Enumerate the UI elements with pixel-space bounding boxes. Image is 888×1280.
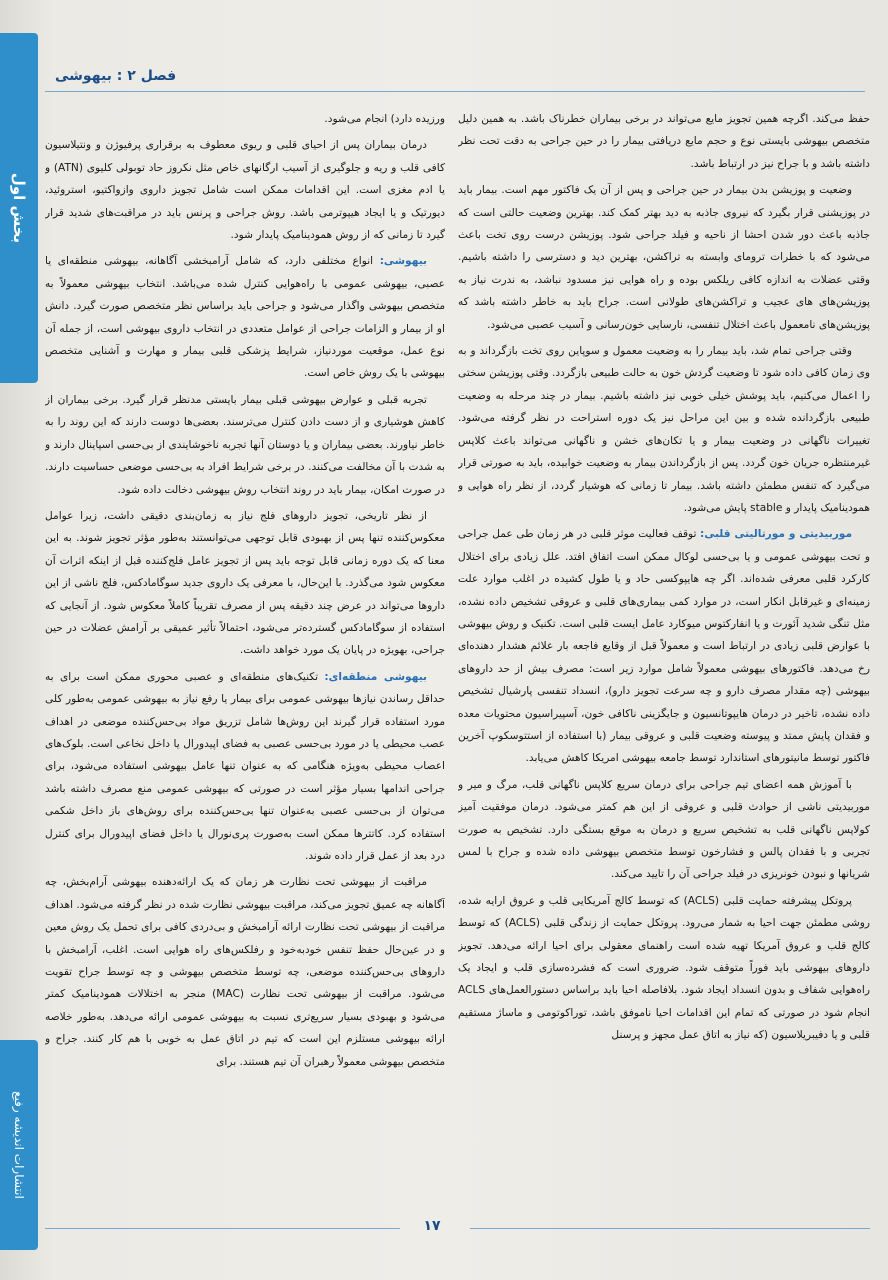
paragraph-text: پروتکل پیشرفته حمایت قلبی (ACLS) که توسط کالج آمریکایی قلب و عروق ارایه شده، روشی مطمئن جهت احیا به شمار می‌رود. پروتکل حمایت از زندگی قلبی (ACLS) که توسط کالج قلب و عروق آمریکا تهیه شده است راهنمای معقولی برای احیا ارائه می‌دهد. تجویز داروهای بیهوشی باید فوراً متوقف شود. ضروری است که فشرده‌سازی قلب و ایجاد یک راه‌هوایی شفاف و بدون انسداد ایجاد شود. بلافاصله احیا باید براساس دستورالعمل‌های ACLS انجام شود در صورتی که تمام این اقدامات احیا ناموفق باشد، توراکوتومی و ماساژ مستقیم قلبی و یا دفیبریلاسیون (که نیاز به اتاق عمل مجهز و پرسنل (458, 894, 870, 1042)
paragraph (458, 774, 870, 886)
header-rule (45, 91, 865, 92)
paragraph-text: با آموزش همه اعضای تیم جراحی برای درمان سریع کلاپس ناگهانی قلب، مرگ و میر و موربیدیتی ناشی از حوادث قلبی و عروقی از این هم کمتر می‌شود. درمان موفقیت آمیز کولاپس ناگهانی قلب به تشخیص سریع و درمان به موقع بستگی دارد. تشخیص به صورت تجربی و با فقدان پالس و فشارخون توسط متخصص بیهوشی داده شده و جراح با لمس شریانها و نبودن خونریزی در فیلد جراحی آن را تایید می‌کند. (458, 778, 870, 881)
chapter-title: فصل ۲ : بیهوشی (55, 68, 177, 84)
footer-rule-left (45, 1228, 400, 1229)
paragraph-keyword: بیهوشی منطقه‌ای: (324, 670, 427, 683)
paragraph (45, 505, 445, 662)
left-column (45, 108, 445, 1218)
paragraph (45, 666, 445, 868)
publisher-tab (0, 1040, 38, 1250)
paragraph-text: تجربه قبلی و عوارض بیهوشی قبلی بیمار بایستی مدنظر قرار گیرد. برخی بیماران از کاهش هوشیاری و از دست دادن کنترل می‌ترسند. بعضی‌ها دوست دارند که این روند را به خاطر نیاورند. بعضی بیماران و یا دوستان آنها تجربه ناخوشایندی از بی‌حسی اسپاینال دارند و به شدت با آن مخالفت می‌کنند. در برخی شرایط افراد به بی‌حسی موضعی حساسیت دارند. در صورت امکان، بیمار باید در روند انتخاب روش بیهوشی دخالت داده شود. (45, 393, 445, 496)
paragraph-text: وضعیت و پوزیشن بدن بیمار در حین جراحی و پس از آن یک فاکتور مهم است. بیمار باید در پوزیشنی قرار بگیرد که نیروی جاذبه به دید بهتر کمک کند. بهترین وضعیت حالتی است که جاذبه باعث دور شدن احشا از ناحیه و فیلد جراحی شود. پوزیشن درست روی تخت باعث می‌شود که با خطرات ترومای وابسته به تراکشن، بهترین دید و دسترسی را داشته باشیم. وقتی عضلات به اندازه کافی ریلکس بوده و راه هوایی نیز مسدود نباشد، به ندرت نیاز به پوزیشن‌های های عجیب و تراکشن‌های طولانی است. جراح باید به خاطر داشته باشد که پوزیشن‌های نامعمول باعث اختلال تنفسی، نارسایی خون‌رسانی و آسیب عصبی می‌شود. (458, 184, 870, 331)
paragraph-text: انواع مختلفی دارد، که شامل آرامبخشی آگاهانه، بیهوشی منطقه‌ای یا عصبی، بیهوشی عمومی با راه‌هوایی کنترل شده می‌باشد. انتخاب بیهوشی معمولاً به متخصص بیهوشی واگذار می‌شود و جراحی باید براساس نظر متخصص صورت گیرد. دانش او از بیمار و الزامات جراحی از عوامل متعددی در انتخاب داروی بیهوشی است، از جمله آن نوع عمل، موقعیت موردنیاز، شرایط پزشکی قلبی بیمار و مهارت و آشنایی متخصص بیهوشی با یک روش خاص است. (45, 255, 445, 380)
paragraph-keyword: موربیدیتی و مورتالیتی قلبی: (700, 528, 853, 541)
paragraph-text: از نظر تاریخی، تجویز داروهای فلج نیاز به زمان‌بندی دقیقی داشت، زیرا عوامل معکوس‌کننده تنها پس از بهبودی قابل توجهی می‌توانستند به‌طور مؤثر تجویز شوند. به این معنا که یک دوره زمانی قابل توجه باید پس از تجویز عامل فلج‌کننده قبل از اینکه اثرات آن معکوس شود می‌گذرد. با این‌حال، با معرفی یک داروی جدید سوگامادکس، فلج ناشی از این داروها می‌تواند در عرض چند دقیقه پس از مصرف تقریباً کاملاً معکوس شود. از آنجایی که استفاده از سوگامادکس گسترده‌تر می‌شود، احتمالاً تأثیر عمیقی بر آرامش عضلات در حین جراحی، بهویژه در پایان یک مورد خواهد داشت. (45, 509, 445, 657)
paragraph-text: ورزیده دارد) انجام می‌شود. (324, 113, 445, 125)
page-number: ۱۷ (423, 1218, 441, 1234)
right-column (458, 108, 870, 1218)
paragraph-text: توقف فعالیت موثر قلبی در هر زمان طی عمل جراحی و تحت بیهوشی عمومی و یا بی‌حسی لوکال ممکن است اتفاق افتد. علل زیادی برای اختلال کارکرد قلبی معرفی شده‌اند. اگر چه هایپوکسی حاد و یا طول کشیده در اغلب موارد علت زمینه‌ای و غیرقابل انکار است، در موارد کمی بیماری‌های قلبی و عروقی تشخیص داده نشده، مثل تنگی شدید آئورت و یا انفارکتوس میوکارد عامل ایست قلبی است. تکنیک و روش بیهوشی با عوارض قلبی زیادی در ارتباط است و معمولاً قبل از وقایع فاجعه بار علائم هشدار دهنده‌ای رخ می‌دهد. فاکتورهای بیهوشی معمولاً شامل موارد زیر است: مصرف بیش از حد داروهای بیهوشی (چه مقدار مصرف دارو و چه سرعت تجویز دارو)، انسداد تنفسی پارشیال تشخیص داده نشده، تاخیر در درمان هایپوتانسیون و جایگزینی ناکافی خون، آسپیراسیون محتویات معده و فقدان پایش ممتد و پیوسته وضعیت قلبی و عروقی بیمار (با استفاده از استتوسکوپ آخرین فاکتور توسط مانیتورهای استاندارد توسط جامعه بیهوشی امریکا کاهش می‌یابد. (458, 528, 870, 765)
paragraph-text: مراقبت از بیهوشی تحت نظارت هر زمان که یک ارائه‌دهنده بیهوشی آرام‌بخش، چه آگاهانه چه عمیق تجویز می‌کند، مراقبت بیهوشی نظارت شده در نظر گرفته می‌شود. اهداف مراقبت از بیهوشی تحت نظارت ارائه آرامبخش و بی‌دردی کافی برای تحمل یک روش معین و در عین‌حال حفظ تنفس خودبه‌خود و رفلکس‌های راه هوایی است. اغلب، آرامبخش با داروهای بی‌حس‌کننده موضعی، چه توسط متخصص بیهوشی و چه توسط جراح تقویت می‌شود. مراقبت از بیهوشی تحت نظارت (MAC) منجر به اختلالات همودینامیک کمتر می‌شود و بهبودی بسیار سریع‌تری نسبت به بیهوشی عمومی ارائه می‌دهد. به‌طور خلاصه ارائه بیهوشی مستلزم این است که تیم در اتاق عمل به خوبی با هم کار کنند. جراح و متخصص بیهوشی معمولاً رهبران آن تیم هستند. برای (45, 876, 445, 1068)
paragraph (45, 389, 445, 501)
publisher-label: انتشارات اندیشه رفیع (12, 1091, 26, 1199)
paragraph (458, 179, 870, 336)
paragraph (45, 134, 445, 246)
paragraph (458, 108, 870, 175)
paragraph-text: وقتی جراحی تمام شد، باید بیمار را به وضعیت معمول و سوپاین روی تخت بازگرداند و به وی زمان کافی داده شود تا وضعیت گردش خون به حالت طبیعی بازگردد. وقتی پوزیشن سختی را اعمال می‌کنیم، باید پوشش خیلی خوبی نیز داشته باشیم. بیمار در چند مرحله به وضعیت طبیعی بازگردانده شده و بین این مراحل نیز یک دوره استراحت در نظر گرفته می‌شود. تغییرات ناگهانی در وضعیت بیمار و یا تکان‌های خشن و ناگهانی می‌تواند باعث کلاپس غیرمنتظره جریان خون گردد. پس از بازگرداندن بیمار به وضعیت خوابیده، باید به صورتی قرار می‌گیرد که تنفس مطمئن داشته باشد. بیمار تا زمانی که هوشیار گردد، از نظر راه هوایی و همودینامیک پایدار و stable پایش می‌شود. (458, 345, 870, 514)
footer-rule-right (470, 1228, 870, 1229)
paragraph-text: حفظ می‌کند. اگرچه همین تجویز مایع می‌تواند در برخی بیماران خطرناک باشد. به همین دلیل متخصص بیهوشی بایستی نوع و حجم مایع دریافتی بیمار را در حین جراحی به دقت تحت نظر داشته باشد و با جراح نیز در ارتباط باشد. (458, 113, 870, 170)
paragraph (45, 250, 445, 384)
paragraph (45, 871, 445, 1073)
paragraph-keyword: بیهوشی: (379, 255, 427, 268)
paragraph-text: درمان بیماران پس از احیای قلبی و ریوی معطوف به برقراری پرفیوژن و ونتیلاسیون کافی قلب و ریه و جلوگیری از آسیب ارگانهای خاص مثل نکروز حاد توبولی کلیوی (ATN) و یا ادم مغزی است. این اقدامات ممکن است شامل تجویز داروی وازواکتیو، استروئید، دیورتیک و یا ایجاد هیپوترمی باشد. روش جراحی و پرنس باید در مراقبت‌های شدید قرار گیرد تا زمانی که از روش همودینامیک پایدار شود. (45, 139, 445, 242)
paragraph (458, 340, 870, 519)
paragraph-text: تکنیک‌های منطقه‌ای و عصبی محوری ممکن است برای به حداقل رساندن نیازها بیهوشی عمومی برای بیمار یا رفع نیاز به بیهوشی عمومی به‌طور کلی مورد استفاده قرار گیرند این روش‌ها شامل تزریق مواد بی‌حس‌کننده موضعی در اهداف عصب محیطی یا در مورد بی‌حسی عصبی به فضای اپیدورال یا داخل نخاعی است. بلوک‌های اعصاب محیطی به‌ویژه هنگامی که به عنوان تنها عامل بیهوشی استفاده می‌شود، برای جراحی اندامها بسیار مؤثر است در صورتی که بیهوشی عمومی منع مصرف داشته باشد می‌توان از بی‌حسی عصبی به‌عنوان تنها بی‌حس‌کننده برای روش‌های باز داخل شکمی استفاده کرد. کاتترها ممکن است به‌صورت پری‌نورال یا داخل فضای اپیدورال برای کنترل درد بعد از عمل قرار داده شوند. (45, 670, 445, 862)
section-tab-label: بخش اول (10, 172, 28, 244)
paragraph (458, 523, 870, 769)
page-header (45, 60, 865, 92)
paragraph (45, 108, 445, 130)
paragraph (458, 890, 870, 1047)
section-tab (0, 33, 38, 383)
